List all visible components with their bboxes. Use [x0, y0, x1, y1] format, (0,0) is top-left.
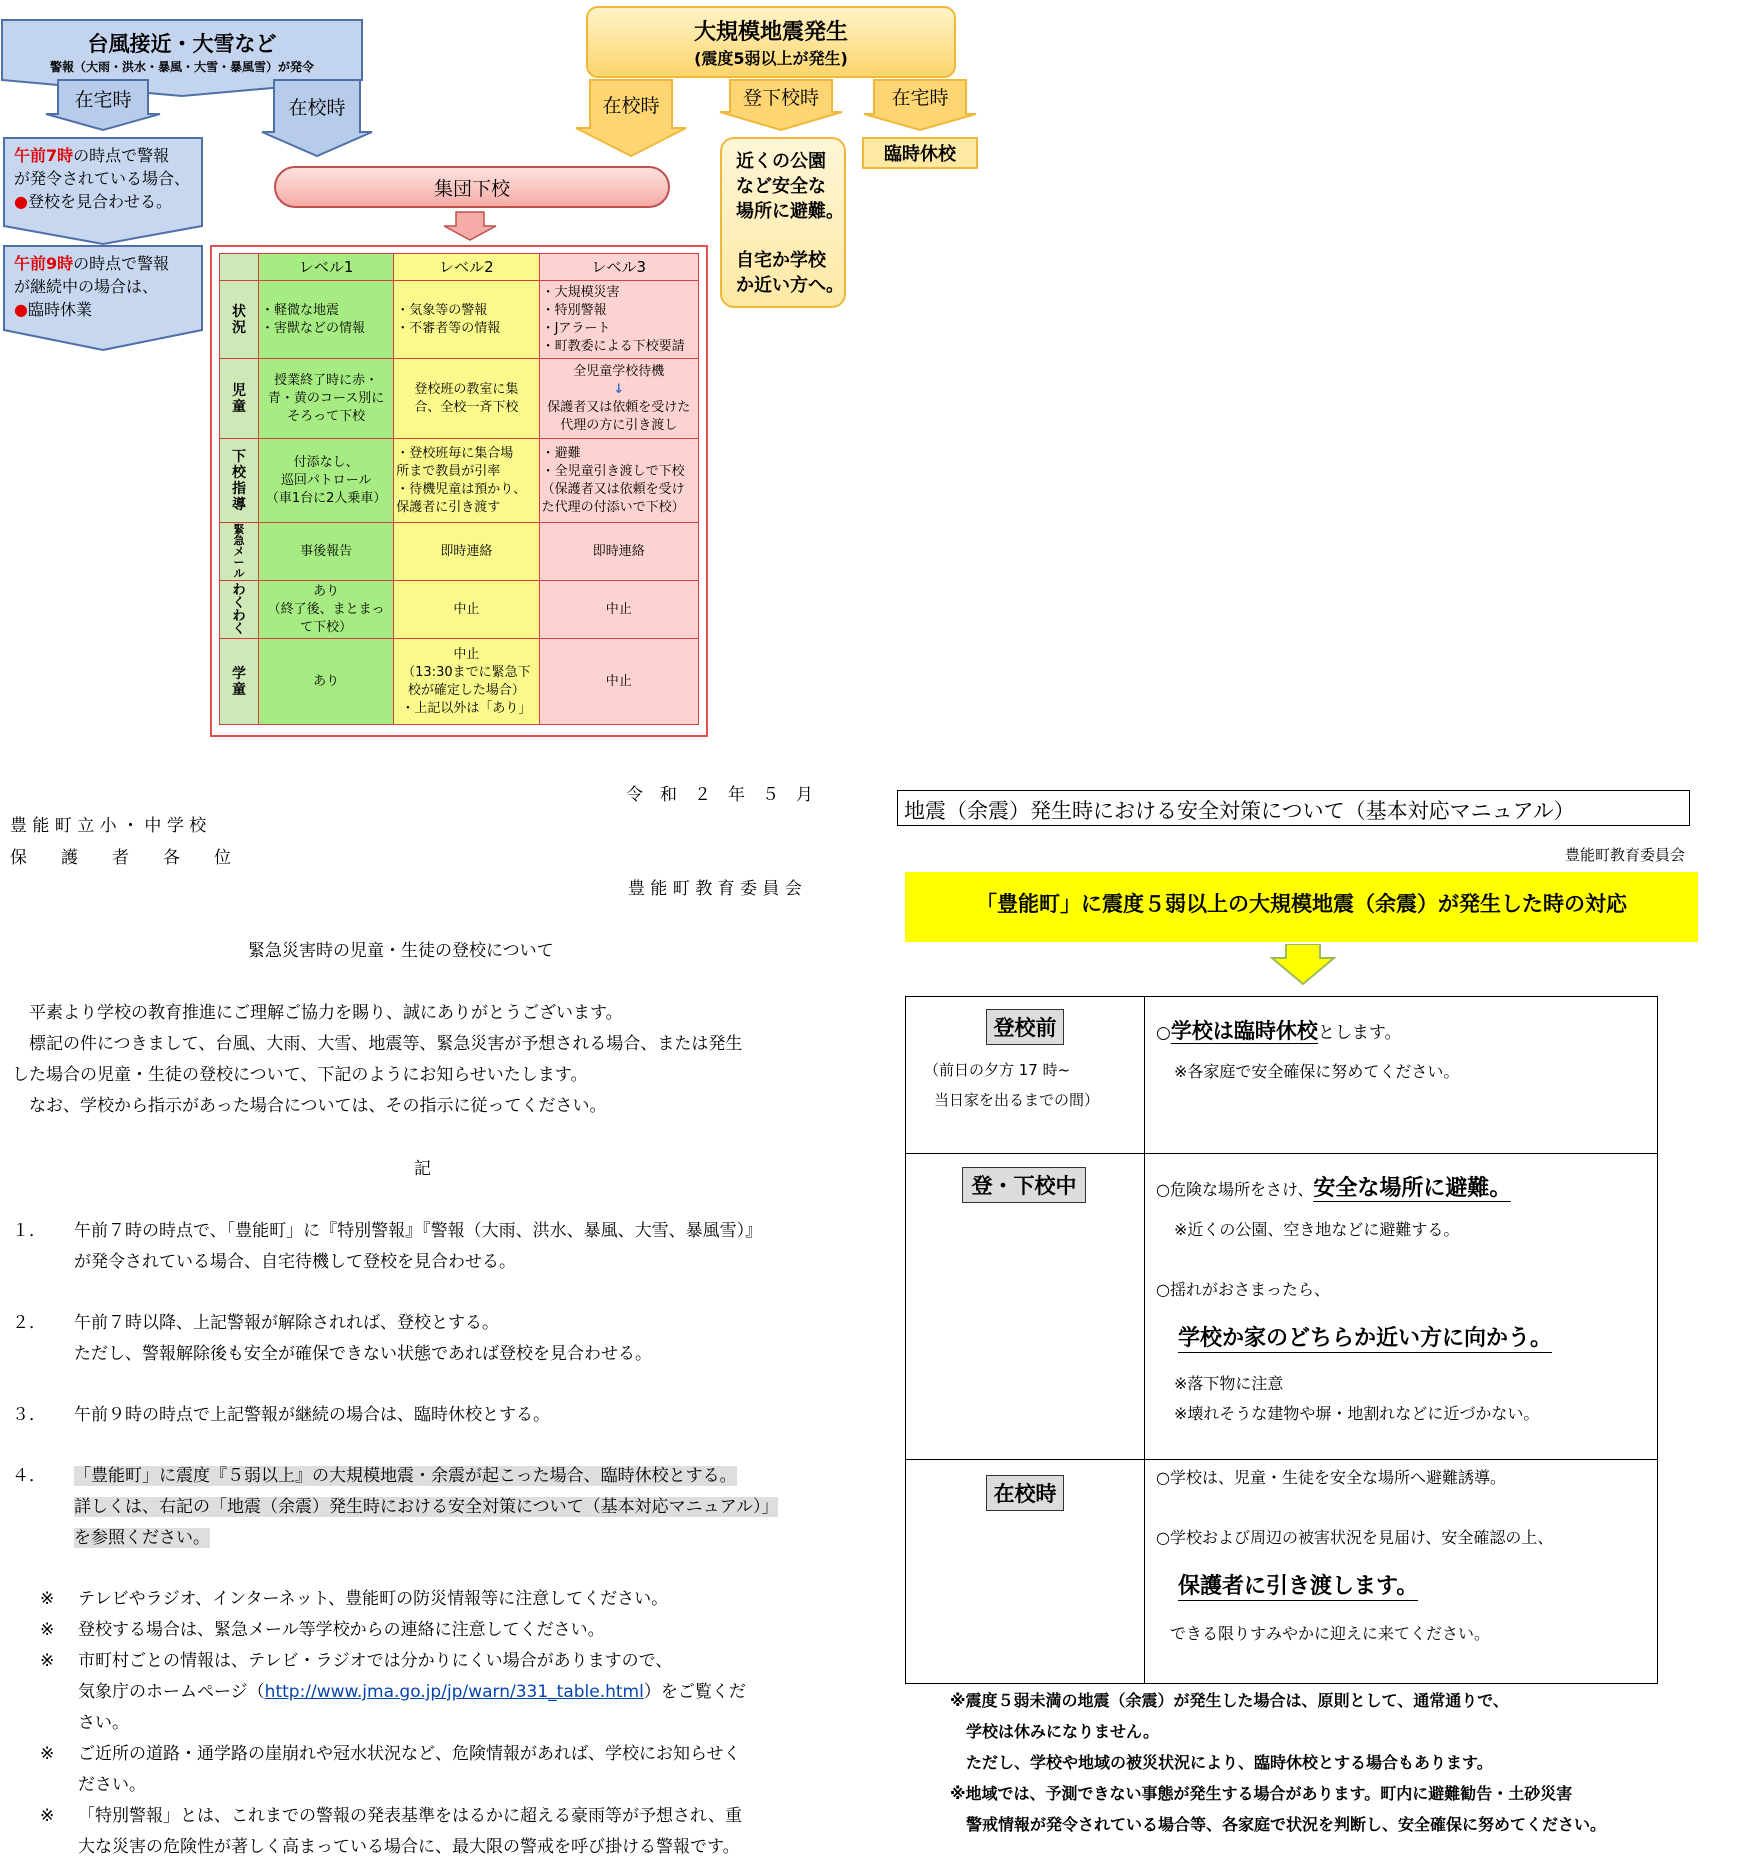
cell-line: て下校）: [300, 619, 353, 635]
cell-wakuwaku-l2: 中止: [394, 581, 539, 639]
item-line: 午前７時以降、上記警報が解除されれば、登校とする。: [74, 1313, 499, 1333]
level-1-header: レベル1: [259, 254, 394, 281]
cell-mail-l2: 即時連絡: [394, 523, 539, 581]
cell-line: ・Jアラート: [541, 320, 611, 336]
note-mark: ※: [40, 1620, 55, 1640]
label-char: 導: [232, 496, 246, 513]
row-label-gakudo: [220, 639, 259, 725]
row-divider: [906, 1459, 1657, 1460]
note-mark: ※: [40, 1744, 55, 1764]
cell-line: そろって下校: [287, 408, 366, 424]
box2-line2: が継続中の場合は、: [14, 277, 159, 296]
item-line: 詳しくは、右記の「地震（余震）発生時における安全対策について（基本対応マニュアル）」: [74, 1497, 779, 1517]
label-char: わ: [232, 582, 246, 598]
row-label-wakuwaku: [220, 581, 259, 639]
label-char: 況: [232, 319, 246, 336]
letter-recipient-1: 豊 能 町 立 小 ・ 中 学 校: [10, 816, 207, 836]
letter-date: 令 和 ２ 年 ５ 月: [626, 785, 813, 805]
commute-line-3: ○揺れがおさまったら、: [1156, 1280, 1330, 1299]
notes: [40, 1584, 840, 1863]
temporary-closure-box: 臨時休校: [862, 137, 978, 169]
note-line: テレビやラジオ、インターネット、豊能町の防災情報等に注意してください。: [78, 1589, 669, 1609]
cell-line: ・害獣などの情報: [261, 320, 366, 336]
note-line: 登校する場合は、緊急メール等学校からの連絡に注意してください。: [78, 1620, 605, 1640]
body-line: した場合の児童・生徒の登校について、下記のようにお知らせいたします。: [12, 1065, 588, 1085]
item-number: １．: [12, 1221, 46, 1241]
label-char: 児: [232, 382, 246, 399]
cell-line: 代理の方に引き渡し: [560, 417, 678, 433]
down-arrow-icon: ↓: [613, 381, 625, 397]
quake-title: 大規模地震発生: [693, 20, 848, 45]
cell-situation-l3: [539, 281, 698, 359]
manual-banner: 「豊能町」に震度５弱以上の大規模地震（余震）が発生した時の対応: [905, 872, 1698, 942]
commute-line-6: ※壊れそうな建物や塀・地割れなどに近づかない。: [1174, 1404, 1540, 1423]
footer-line: 警戒情報が発令されている場合等、各家庭で状況を判断し、安全確保に努めてください。: [950, 1815, 1607, 1834]
row-mail: [220, 523, 699, 581]
item-number: ４．: [12, 1466, 46, 1486]
note-line: ご近所の道路・通学路の崖崩れや冠水状況など、危険情報があれば、学校にお知らせく: [78, 1744, 741, 1764]
cell-line: あり: [313, 583, 340, 599]
label-char: 校: [232, 464, 246, 481]
label-char: ル: [233, 567, 245, 580]
cell-line: ・不審者等の情報: [396, 320, 501, 336]
commute-line-1: [1156, 1171, 1511, 1202]
typhoon-box-7am: [14, 144, 204, 213]
row-label-situation: [220, 281, 259, 359]
quake-subtitle: (震度5弱以上が発生): [694, 49, 848, 68]
cell-children-l2: [394, 359, 539, 439]
cell-guidance-l3: [539, 439, 698, 523]
cell-line: （保護者又は依頼を受け: [541, 481, 685, 497]
label-char: 状: [232, 303, 246, 320]
cell-line: 校が確定した場合）: [407, 682, 525, 698]
note-5: [40, 1801, 840, 1863]
line-suffix: とします。: [1317, 1023, 1402, 1043]
box2-line3: 臨時休業: [27, 300, 92, 319]
quake-school-tab: 在校時: [602, 94, 660, 117]
cell-children-l3: [539, 359, 698, 439]
commute-line-2: ※近くの公園、空き地などに避難する。: [1174, 1220, 1460, 1239]
item-3: [12, 1400, 854, 1431]
box1-line1: の時点で警報: [73, 146, 170, 165]
body-line: なお、学校から指示があった場合については、その指示に従ってください。: [12, 1096, 607, 1116]
time-9am: 午前9時: [14, 254, 74, 273]
at-school-line-1: ○学校は、児童・生徒を安全な場所へ避難誘導。: [1156, 1468, 1506, 1487]
cell-line: （13:30までに緊急下: [402, 664, 531, 680]
body-line: 標記の件につきまして、台風、大雨、大雪、地震等、緊急災害が予想される場合、または発生: [12, 1034, 743, 1054]
item-line: を参照ください。: [74, 1528, 210, 1548]
item-line: 「豊能町」に震度『５弱以上』の大規模地震・余震が起こった場合、臨時休校とする。: [74, 1466, 737, 1486]
corner-cell: [220, 254, 259, 281]
cell-line: 授業終了時に赤・: [274, 372, 379, 388]
cell-mail-l3: 即時連絡: [539, 523, 698, 581]
levels-header-row: [220, 254, 699, 281]
row-divider: [906, 1153, 1657, 1154]
cell-line: ・避難: [541, 445, 581, 461]
typhoon-box-9am: [14, 252, 204, 321]
level-2-header: レベル2: [394, 254, 539, 281]
ki-heading: 記: [414, 1159, 431, 1179]
evac-line-1: 近くの公園: [736, 151, 826, 172]
cell-situation-l2: [394, 281, 539, 359]
box1-line2: が発令されている場合、: [14, 169, 191, 188]
before-school-note-2: 当日家を出るまでの間）: [934, 1091, 1100, 1109]
cell-gakudo-l1: あり: [259, 639, 394, 725]
note-line: 大な災害の危険性が著しく高まっている場合に、最大限の警戒を呼び掛ける警報です。: [78, 1837, 740, 1857]
note-line: ださい。: [78, 1775, 146, 1795]
cell-line: （終了後、まとまっ: [267, 601, 385, 617]
typhoon-home-tab: 在宅時: [74, 88, 132, 111]
note-line: 市町村ごとの情報は、テレビ・ラジオでは分かりにくい場合がありますので、: [78, 1651, 673, 1671]
letter-sender: 豊 能 町 教 育 委 員 会: [628, 879, 802, 899]
note-3: [40, 1646, 840, 1739]
row-label-mail: [220, 523, 259, 581]
cell-line: ・町教委による下校要請: [541, 338, 685, 354]
commute-line-5: ※落下物に注意: [1174, 1374, 1284, 1393]
label-char: く: [232, 621, 246, 637]
before-school-note-1: （前日の夕方 17 時~: [924, 1061, 1071, 1079]
cell-line: ・気象等の警報: [396, 302, 488, 318]
bullet-icon: ●: [14, 300, 28, 319]
jma-prefix: 気象庁のホームページ（: [78, 1682, 265, 1702]
cell-line: ・特別警報: [541, 302, 607, 318]
footer-line: ただし、学校や地域の被災状況により、臨時休校とする場合もあります。: [950, 1753, 1493, 1772]
cell-mail-l1: 事後報告: [259, 523, 394, 581]
label-char: メ: [233, 545, 245, 558]
quake-commute-tab: 登下校時: [742, 86, 819, 109]
item-line: 午前９時の時点で上記警報が継続の場合は、臨時休校とする。: [74, 1405, 550, 1425]
typhoon-subtitle: 警報（大雨・洪水・暴風・大雪・暴風雪）が発令: [49, 59, 314, 74]
box2-line1: の時点で警報: [73, 254, 170, 273]
label-char: 童: [232, 398, 246, 415]
cell-line: 保護者に引き渡す: [396, 499, 501, 515]
label-char: わ: [232, 608, 246, 624]
cell-line: た代理の付添いで下校）: [541, 499, 685, 515]
evacuation-box: [720, 137, 846, 308]
item-4: [12, 1461, 854, 1554]
footer-line: ※震度５弱未満の地震（余震）が発生した場合は、原則として、通常通りで、: [950, 1691, 1509, 1710]
row-guidance: [220, 439, 699, 523]
manual-table: [905, 996, 1658, 1684]
note-1: [40, 1584, 840, 1615]
evac-line-2: など安全な: [736, 176, 826, 197]
go-line-1: 自宅か学校: [736, 250, 826, 271]
cell-line: ・全児童引き渡しで下校: [541, 463, 685, 479]
spacer: [736, 224, 844, 248]
label-char: 学: [232, 665, 246, 682]
label-char: く: [232, 595, 246, 611]
item-line: が発令されている場合、自宅待機して登校を見合わせる。: [74, 1252, 516, 1272]
note-mark: ※: [40, 1651, 55, 1671]
item-line: 午前７時の時点で、「豊能町」に『特別警報』『警報（大雨、洪水、暴風、大雪、暴風雪）』: [74, 1221, 763, 1241]
typhoon-title: 台風接近・大雪など: [87, 31, 277, 56]
cell-wakuwaku-l1: [259, 581, 394, 639]
label-char: 童: [232, 681, 246, 698]
letter-subject: 緊急災害時の児童・生徒の登校について: [248, 941, 554, 961]
quake-home-tab: 在宅時: [891, 86, 949, 109]
cell-situation-l1: [259, 281, 394, 359]
evacuate-emphasis: 安全な場所に避難。: [1313, 1176, 1512, 1201]
footer-line: ※地域では、予測できない事態が発生する場合があります。町内に避難勧告・土砂災害: [950, 1784, 1573, 1803]
row-wakuwaku: [220, 581, 699, 639]
cell-line: ・上記以外は「あり」: [401, 700, 532, 716]
row-children: [220, 359, 699, 439]
row-label-children: [220, 359, 259, 439]
manual-issuer: 豊能町教育委員会: [1565, 846, 1686, 864]
levels-table: [219, 253, 699, 725]
label-char: 急: [233, 534, 245, 547]
banner-down-arrow-icon: [1268, 944, 1338, 986]
level-3-header: レベル3: [539, 254, 698, 281]
table-divider: [1144, 997, 1145, 1683]
tag-at-school: 在校時: [986, 1475, 1064, 1511]
cell-line: 合、全校一斉下校: [414, 399, 519, 415]
footer-line: 学校は休みになりません。: [950, 1722, 1159, 1741]
letter-body: [12, 998, 842, 1122]
item-number: ３．: [12, 1405, 46, 1425]
label-char: 緊: [233, 523, 245, 536]
cell-line: 保護者又は依頼を受けた: [547, 399, 691, 415]
jma-suffix: ）をご覧くだ: [643, 1682, 746, 1702]
item-1: [12, 1216, 854, 1278]
at-school-line-2: ○学校および周辺の被害状況を見届け、安全確認の上、: [1156, 1528, 1554, 1547]
time-7am: 午前7時: [14, 146, 74, 165]
note-mark: ※: [40, 1806, 55, 1826]
cell-line: （車1台に2人乗車）: [265, 490, 387, 506]
letter-recipient-2: 保 護 者 各 位: [10, 848, 231, 868]
closure-emphasis: 学校は臨時休校: [1170, 1019, 1318, 1043]
tag-commute: 登・下校中: [962, 1167, 1086, 1203]
go-line-2: か近い方へ。: [736, 275, 844, 296]
item-line: ただし、警報解除後も安全が確保できない状態であれば登校を見合わせる。: [74, 1344, 652, 1364]
at-school-line-4: できる限りすみやかに迎えに来てください。: [1170, 1624, 1491, 1643]
cell-gakudo-l2: [394, 639, 539, 725]
row-situation: [220, 281, 699, 359]
cell-line: 登校班の教室に集: [414, 381, 519, 397]
evac-line-3: 場所に避難。: [736, 201, 844, 222]
line-prefix: ○危険な場所をさけ、: [1156, 1180, 1314, 1199]
note-line: 「特別警報」とは、これまでの警報の発表基準をはるかに超える豪雨等が予想され、重: [78, 1806, 743, 1826]
cell-line: 中止: [453, 646, 480, 662]
before-school-line-2: ※各家庭で安全確保に努めてください。: [1174, 1062, 1460, 1081]
jma-warning-link[interactable]: http://www.jma.go.jp/jp/warn/331_table.html: [264, 1682, 644, 1702]
note-mark: ※: [40, 1589, 55, 1609]
note-4: [40, 1739, 840, 1801]
jma-continuation: さい。: [78, 1713, 129, 1733]
body-line: 平素より学校の教育推進にご理解ご協力を賜り、誠にありがとうございます。: [12, 1003, 623, 1023]
label-char: 指: [232, 480, 246, 497]
manual-footer: [950, 1685, 1730, 1840]
tag-before-school: 登校前: [986, 1009, 1064, 1045]
cell-line: ・軽微な地震: [261, 302, 340, 318]
cell-children-l1: [259, 359, 394, 439]
cell-line: ・登校班毎に集合場: [396, 445, 514, 461]
typhoon-school-tab: 在校時: [288, 96, 346, 119]
cell-guidance-l2: [394, 439, 539, 523]
cell-line: ・待機児童は預かり、: [396, 481, 527, 497]
cell-line: ・大規模災害: [541, 284, 620, 300]
cell-line: 所まで教員が引率: [396, 463, 501, 479]
circle-mark: ○: [1156, 1023, 1171, 1043]
label-char: 下: [232, 448, 246, 465]
cell-line: 全児童学校待機: [573, 363, 665, 379]
item-number: ２．: [12, 1313, 46, 1333]
item-2: [12, 1308, 854, 1370]
box1-line3: 登校を見合わせる。: [27, 192, 172, 211]
typhoon-header: [4, 22, 360, 80]
quake-header: [586, 6, 956, 78]
cell-line: 青・黄のコース別に: [267, 390, 385, 406]
row-label-guidance: [220, 439, 259, 523]
cell-line: 巡回パトロール: [280, 472, 372, 488]
cell-gakudo-l3: 中止: [539, 639, 698, 725]
label-char: ー: [233, 556, 245, 569]
note-2: [40, 1615, 840, 1646]
cell-wakuwaku-l3: 中止: [539, 581, 698, 639]
before-school-line-1: [1156, 1015, 1401, 1045]
group-dismissal-pill: 集団下校: [274, 166, 670, 208]
cell-line: 付添なし、: [293, 454, 359, 470]
bullet-icon: ●: [14, 192, 28, 211]
cell-guidance-l1: [259, 439, 394, 523]
row-gakudo: [220, 639, 699, 725]
manual-title: 地震（余震）発生時における安全対策について（基本対応マニュアル）: [897, 790, 1690, 826]
commute-line-4: 学校か家のどちらか近い方に向かう。: [1178, 1321, 1552, 1353]
at-school-line-3: 保護者に引き渡します。: [1178, 1569, 1418, 1601]
